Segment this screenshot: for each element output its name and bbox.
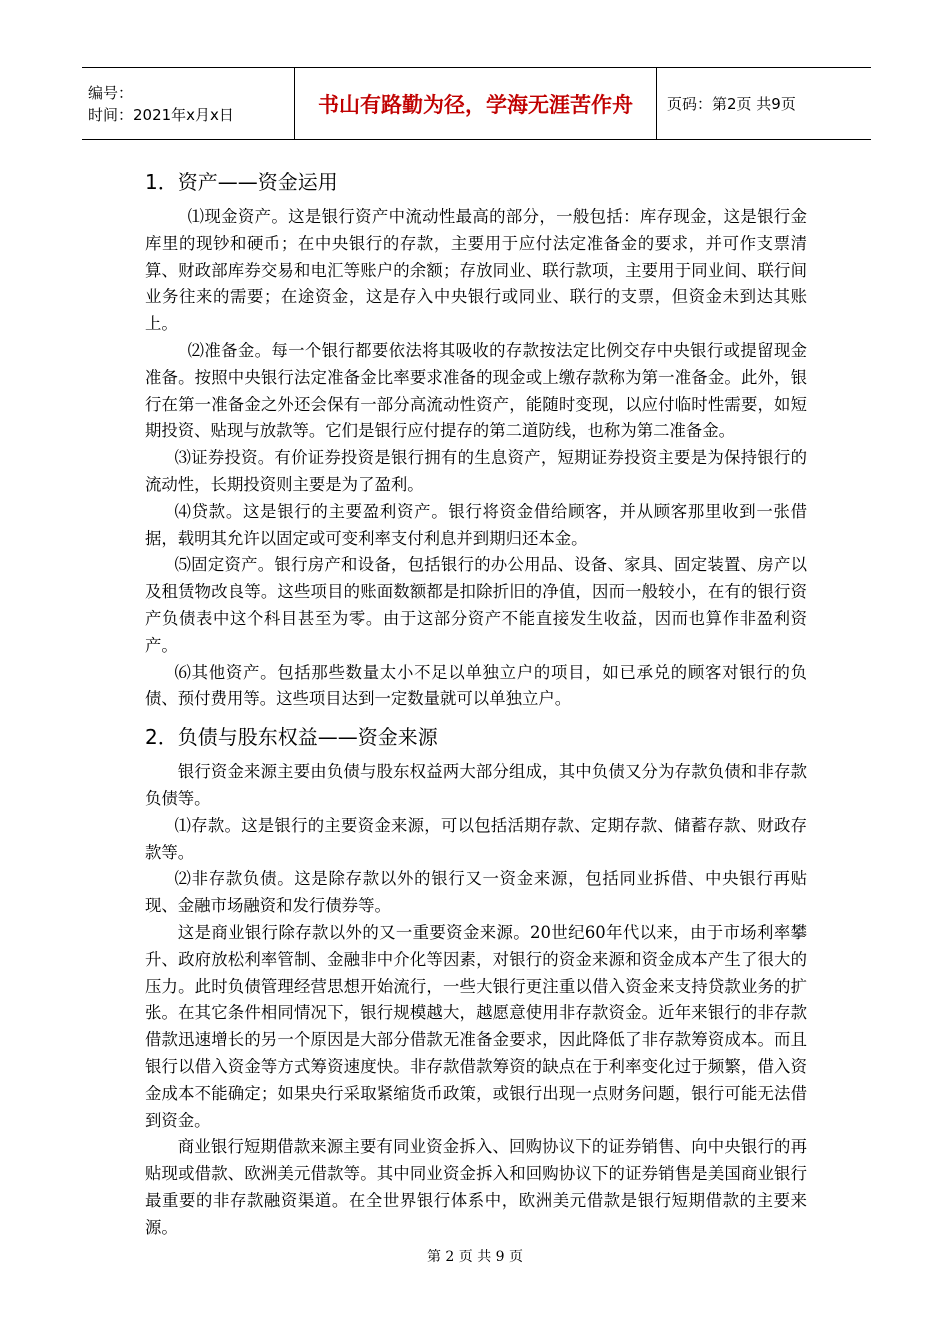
page-info-text: 页码：第2页 共9页 — [667, 95, 796, 113]
time-label: 时间：2021年x月x日 — [88, 105, 234, 124]
section-title-liabilities: 2．负债与股东权益——资金来源 — [145, 725, 438, 750]
paragraph: 银行资金来源主要由负债与股东权益两大部分组成，其中负债又分为存款负债和非存款负债等。 — [145, 762, 807, 808]
document-body — [145, 168, 807, 1241]
number-label: 编号： — [88, 83, 134, 102]
paragraph: ⑸固定资产。银行房产和设备，包括银行的办公用品、设备、家具、固定装置、房产以及租赁物改良等。这些项目的账面数额都是扣除折旧的净值，因而一般较小，在有的银行资产负债表中这个科目甚至为零。由于这部分资产不能直接发生收益，因而也算作非盈利资产。 — [145, 555, 807, 655]
header-meta — [82, 68, 295, 139]
footer-page-number: 第 2 页 共 9 页 — [426, 1249, 524, 1265]
header-page-info — [657, 68, 871, 139]
paragraph: ⑴现金资产。这是银行资产中流动性最高的部分，一般包括：库存现金，这是银行金库里的现钞和硬币；在中央银行的存款，主要用于应付法定准备金的要求，并可作支票清算、财政部库券交易和电汇等账户的余额；存放同业、联行款项，主要用于同业间、联行间业务往来的需要；在途资金，这是存入中央银行或同业、联行的支票，但资金未到达其账上。 — [145, 207, 807, 334]
paragraph: ⑷贷款。这是银行的主要盈利资产。银行将资金借给顾客，并从顾客那里收到一张借据，载明其允许以固定或可变利率支付利息并到期归还本金。 — [145, 501, 807, 548]
page-header — [82, 67, 871, 140]
paragraph: ⑹其他资产。包括那些数量太小不足以单独立户的项目，如已承兑的顾客对银行的负债、预付费用等。这些项目达到一定数量就可以单独立户。 — [145, 662, 807, 709]
paragraph: ⑵准备金。每一个银行都要依法将其吸收的存款按法定比例交存中央银行或提留现金准备。按照中央银行法定准备金比率要求准备的现金或上缴存款称为第一准备金。此外，银行在第一准备金之外还会保有一部分高流动性资产，能随时变现，以应付临时性需要，如短期投资、贴现与放款等。它们是银行应付提存的第二道防线，也称为第二准备金。 — [145, 340, 807, 441]
paragraph: ⑶证券投资。有价证券投资是银行拥有的生息资产，短期证券投资主要是为保持银行的流动性，长期投资则主要是为了盈利。 — [145, 448, 807, 494]
motto-text: 书山有路勤为径，学海无涯苦作舟 — [318, 92, 633, 117]
paragraph: 商业银行短期借款来源主要有同业资金拆入、回购协议下的证券销售、向中央银行的再贴现或借款、欧洲美元借款等。其中同业资金拆入和回购协议下的证券销售是美国商业银行最重要的非存款融资渠道。在全世界银行体系中，欧洲美元借款是银行短期借款的主要来源。 — [145, 1137, 807, 1237]
paragraph: ⑴存款。这是银行的主要资金来源，可以包括活期存款、定期存款、储蓄存款、财政存款等。 — [145, 815, 807, 862]
paragraph: ⑵非存款负债。这是除存款以外的银行又一资金来源，包括同业拆借、中央银行再贴现、金融市场融资和发行债券等。 — [145, 869, 807, 916]
header-motto — [295, 68, 657, 139]
paragraph: 这是商业银行除存款以外的又一重要资金来源。20世纪60年代以来，由于市场利率攀升、政府放松利率管制、金融非中介化等因素，对银行的资金来源和资金成本产生了很大的压力。此时负债管理经营思想开始流行，一些大银行更注重以借入资金来支持贷款业务的扩张。在其它条件相同情况下，银行规模越大，越愿意使用非存款资金。近年来银行的非存款借款迅速增长的另一个原因是大部分借款无准备金要求，因此降低了非存款筹资成本。而且银行以借入资金等方式筹资速度快。非存款借款筹资的缺点在于利率变化过于频繁，借入资金成本不能确定；如果央行采取紧缩货币政策，或银行出现一点财务问题，银行可能无法借到资金。 — [145, 922, 807, 1130]
section-title-assets: 1．资产——资金运用 — [145, 170, 338, 194]
page-footer — [0, 1246, 950, 1266]
